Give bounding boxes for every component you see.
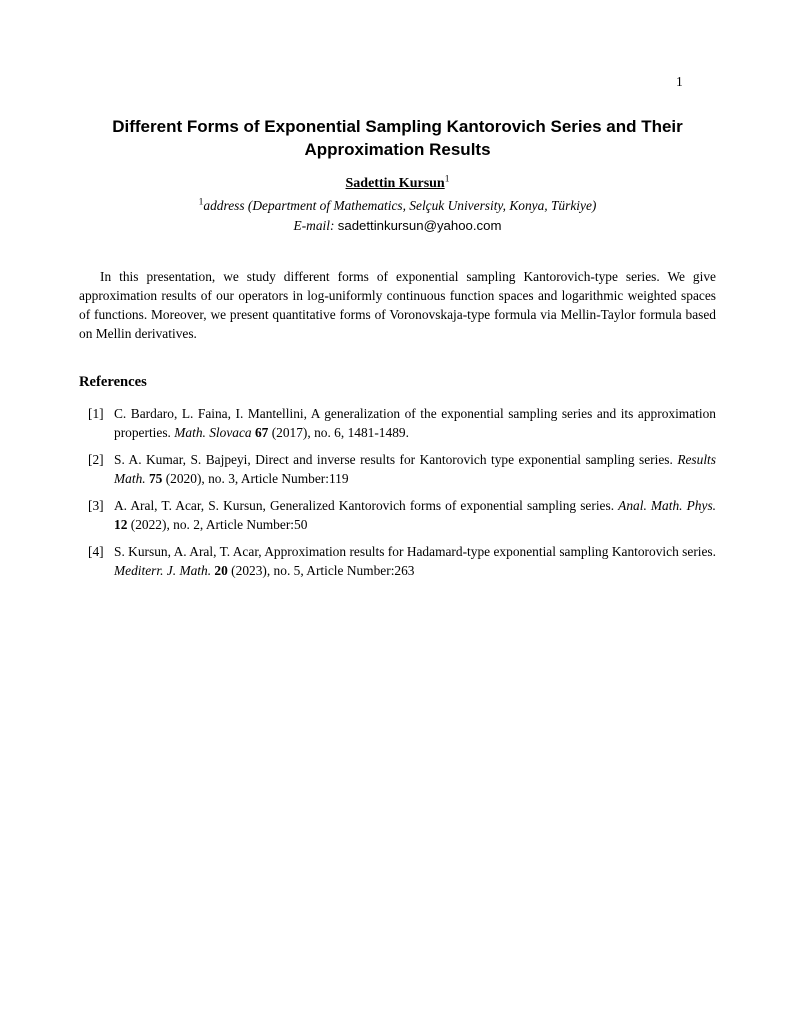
reference-item xyxy=(88,404,716,442)
page-content xyxy=(79,0,716,588)
affiliation-line xyxy=(79,198,716,214)
affiliation-text: address (Department of Mathematics, Selçuk University, Konya, Türkiye) xyxy=(203,198,597,213)
email-label: E-mail: xyxy=(293,218,335,233)
reference-text: A. Aral, T. Acar, S. Kursun, Generalized Kantorovich forms of exponential sampling series. Anal. Math. Phys. 12 (2022), no. 2, Article Number:50 xyxy=(114,498,716,532)
email-address: sadettinkursun@yahoo.com xyxy=(337,218,502,233)
reference-marker: [2] xyxy=(88,452,104,467)
references-list xyxy=(79,404,716,580)
reference-marker: [3] xyxy=(88,498,104,513)
reference-item xyxy=(88,542,716,580)
paper-title: Different Forms of Exponential Sampling Kantorovich Series and Their Approximation Results xyxy=(112,117,683,159)
email-line xyxy=(79,218,716,234)
reference-text: S. Kursun, A. Aral, T. Acar, Approximation results for Hadamard-type exponential sampling Kantorovich series. Mediterr. J. Math. 20 (2023), no. 5, Article Number:263 xyxy=(114,544,716,578)
author-name: Sadettin Kursun xyxy=(345,176,445,191)
reference-marker: [1] xyxy=(88,406,104,421)
reference-marker: [4] xyxy=(88,544,104,559)
page-number: 1 xyxy=(676,74,683,89)
reference-item xyxy=(88,496,716,534)
reference-item xyxy=(88,450,716,488)
author-line xyxy=(79,176,716,192)
affiliation-superscript: 1 xyxy=(198,197,204,208)
author-superscript: 1 xyxy=(444,174,450,185)
reference-text: C. Bardaro, L. Faina, I. Mantellini, A generalization of the exponential sampling series and its approximation properties. Math. Slovaca 67 (2017), no. 6, 1481-1489. xyxy=(114,406,716,440)
references-heading: References xyxy=(79,374,147,390)
abstract-paragraph: In this presentation, we study different forms of exponential sampling Kantorovich-type series. We give approximation results of our operators in log-uniformly continuous function spaces and logarithmic weighted spaces of functions. Moreover, we present quantitative forms of Voronovskaja-type formula via Mellin-Taylor formula based on Mellin derivatives. xyxy=(79,269,716,341)
reference-text: S. A. Kumar, S. Bajpeyi, Direct and inverse results for Kantorovich type exponential sampling series. Results Math. 75 (2020), no. 3, Article Number:119 xyxy=(114,452,716,486)
